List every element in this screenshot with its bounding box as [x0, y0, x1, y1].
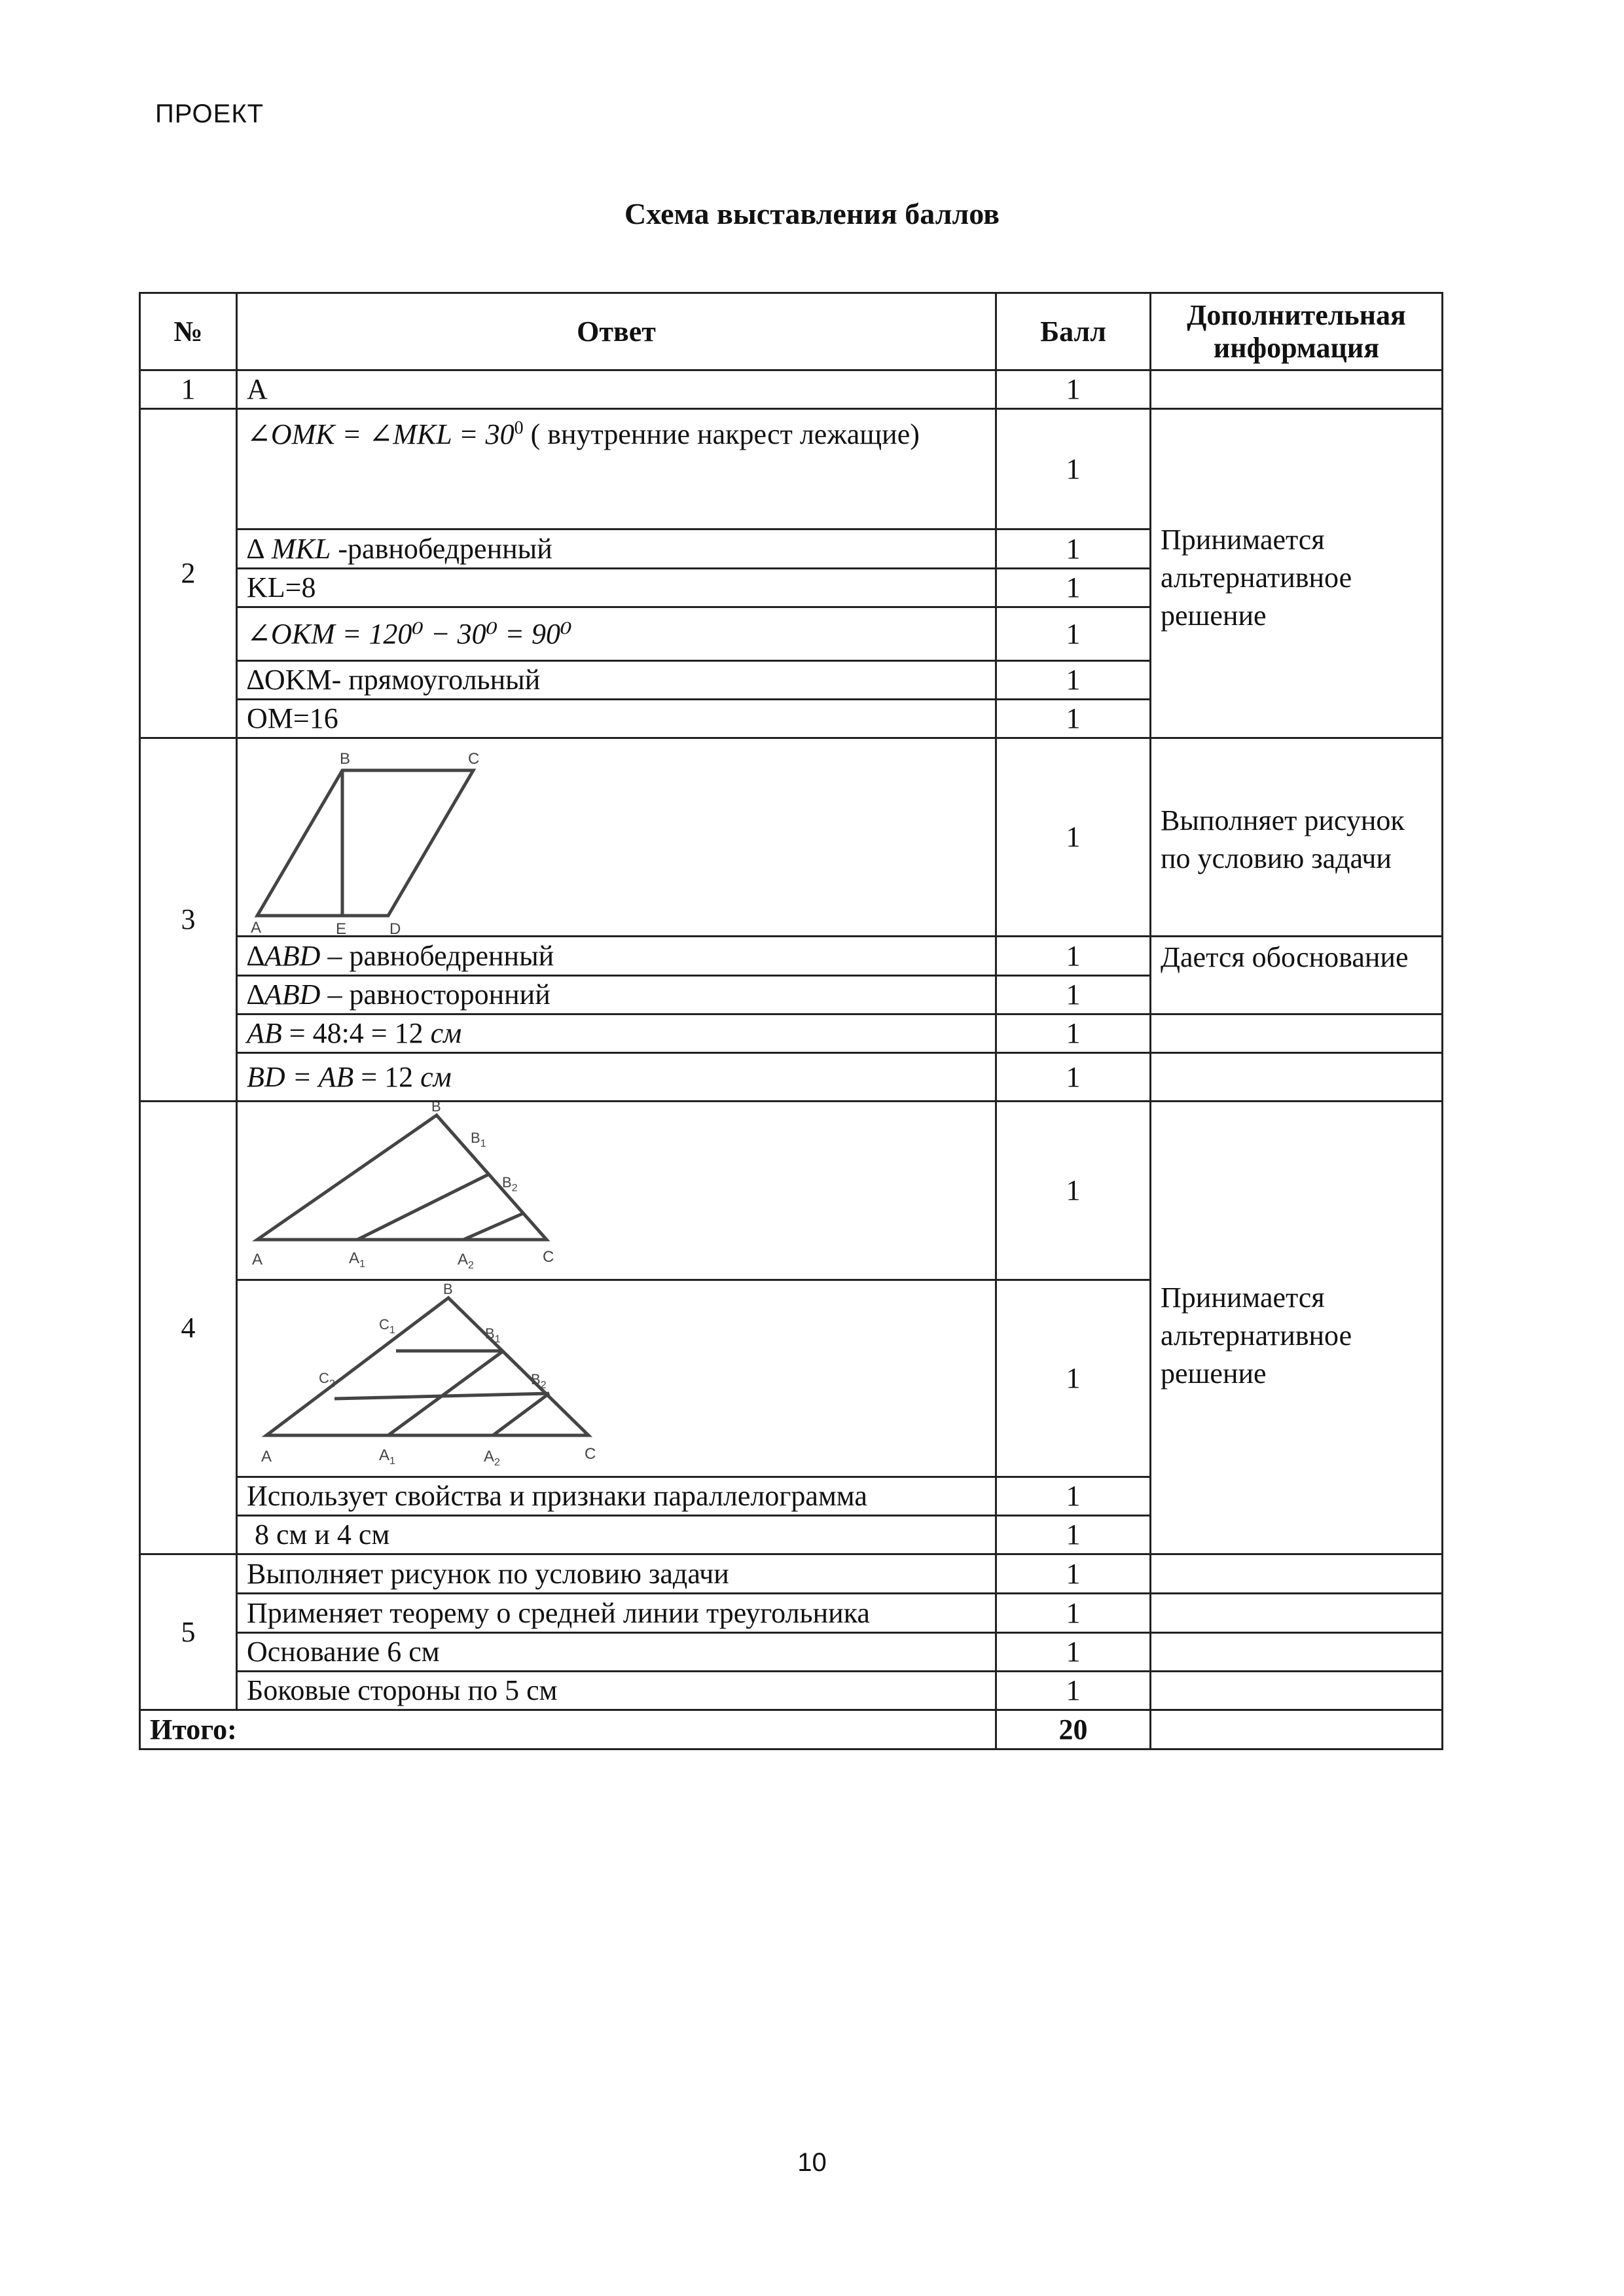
label-b: B — [443, 1281, 453, 1297]
table-row — [140, 1554, 1443, 1594]
points-cell: 1 — [996, 1594, 1151, 1633]
label-b: B — [340, 750, 351, 768]
answer-cell: OM=16 — [237, 700, 996, 738]
figure-cell — [237, 738, 996, 937]
points-cell: 1 — [996, 700, 1151, 738]
triangle-figure-1 — [238, 1102, 997, 1279]
points-cell: 1 — [996, 1014, 1151, 1053]
points-cell: 1 — [996, 1053, 1151, 1102]
points-cell: 1 — [996, 569, 1151, 607]
total-label: Итого: — [140, 1710, 996, 1749]
task-number: 2 — [140, 409, 237, 738]
column-header-points: Балл — [996, 293, 1151, 370]
table-header-row — [140, 293, 1443, 370]
label-a2: $A_2$ — [484, 1448, 500, 1468]
column-header-info: Дополнительная информация — [1151, 293, 1443, 370]
table-row — [140, 1633, 1443, 1672]
info-cell — [1151, 1014, 1443, 1053]
task-number: 4 — [140, 1102, 237, 1554]
info-cell — [1151, 1053, 1443, 1102]
label-b: B — [431, 1102, 441, 1115]
column-header-answer: Ответ — [237, 293, 996, 370]
info-cell — [1151, 1672, 1443, 1710]
info-cell — [1151, 370, 1443, 409]
answer-cell: ∠OKM = 120⁰ − 30⁰ = 90⁰ — [237, 607, 996, 661]
answer-cell: Выполняет рисунок по условию задачи — [237, 1554, 996, 1594]
table-row — [140, 937, 1443, 976]
figure-cell — [237, 1102, 996, 1280]
triangle-name: ∆ MKL — [247, 532, 331, 565]
points-cell: 1 — [996, 1672, 1151, 1710]
points-cell: 1 — [996, 409, 1151, 529]
segment-a2b2 — [493, 1393, 549, 1435]
document-title: Схема выставления баллов — [624, 197, 1000, 230]
points-cell: 1 — [996, 370, 1151, 409]
points-cell: 1 — [996, 976, 1151, 1014]
label-a: A — [252, 1251, 263, 1268]
table-row — [140, 1672, 1443, 1710]
answer-text: – равнобедренный — [320, 939, 554, 972]
segment-a1b1 — [388, 1351, 503, 1435]
table-row — [140, 409, 1443, 529]
label-a1: $A_1$ — [379, 1446, 395, 1467]
points-cell: 1 — [996, 1477, 1151, 1516]
answer-text: – равносторонний — [320, 978, 550, 1011]
label-a: A — [261, 1448, 272, 1465]
answer-text: = 48:4 = 12 — [281, 1017, 431, 1049]
answer-cell — [237, 1014, 996, 1053]
triangle-name: ∆ABD — [247, 939, 321, 972]
table-row — [140, 1102, 1443, 1280]
points-cell: 1 — [996, 1554, 1151, 1594]
points-cell: 1 — [996, 738, 1151, 937]
label-c2: $C_2$ — [319, 1370, 335, 1390]
info-cell: Принимается альтернативное решение — [1151, 1102, 1443, 1554]
segment-a2b2 — [463, 1213, 523, 1240]
info-cell — [1151, 1633, 1443, 1672]
label-c: C — [585, 1445, 596, 1463]
info-cell — [1151, 1710, 1443, 1749]
triangle-figure-2 — [238, 1281, 997, 1476]
points-cell: 1 — [996, 661, 1151, 700]
total-row — [140, 1710, 1443, 1749]
page-number: 10 — [797, 2148, 827, 2177]
points-cell: 1 — [996, 1102, 1151, 1280]
segment-name: BD = AB — [247, 1060, 354, 1093]
info-cell: Принимается альтернативное решение — [1151, 409, 1443, 738]
points-cell: 1 — [996, 1633, 1151, 1672]
answer-cell — [237, 1053, 996, 1102]
scoring-table — [139, 292, 1443, 1750]
label-c: C — [468, 750, 480, 768]
label-b1: $B_1$ — [471, 1130, 486, 1149]
table-row — [140, 1053, 1443, 1102]
segment-name: AB — [247, 1017, 282, 1049]
answer-text: ( внутренние накрест лежащие) — [523, 418, 920, 450]
answer-cell: ∆OKM- прямоугольный — [237, 661, 996, 700]
answer-cell: Использует свойства и признаки параллелограмма — [237, 1477, 996, 1516]
segment-a1b1 — [357, 1174, 489, 1240]
label-a: A — [251, 919, 262, 935]
label-b2: $B_2$ — [502, 1174, 518, 1194]
answer-cell — [237, 937, 996, 976]
label-e: E — [336, 920, 347, 935]
label-a2: $A_2$ — [458, 1251, 474, 1271]
answer-cell — [237, 529, 996, 569]
points-cell: 1 — [996, 607, 1151, 661]
answer-cell: Боковые стороны по 5 см — [237, 1672, 996, 1710]
answer-cell: 8 см и 4 см — [237, 1516, 996, 1554]
degree-mark: 0 — [514, 418, 524, 439]
header-label: ПРОЕКТ — [155, 99, 264, 128]
answer-cell: Основание 6 см — [237, 1633, 996, 1672]
task-number: 3 — [140, 738, 237, 1102]
triangle-name: ∆ABD — [247, 978, 321, 1011]
label-c: C — [543, 1248, 554, 1266]
parallelogram-figure — [238, 739, 997, 935]
column-header-number: № — [140, 293, 237, 370]
figure-cell — [237, 1280, 996, 1477]
task-number: 1 — [140, 370, 237, 409]
answer-cell: А — [237, 370, 996, 409]
label-b2: $B_2$ — [531, 1371, 547, 1391]
table-row — [140, 1014, 1443, 1053]
unit-text: см — [430, 1017, 462, 1049]
triangle-abc — [266, 1298, 588, 1435]
task-number: 5 — [140, 1554, 237, 1710]
answer-cell — [237, 976, 996, 1014]
answer-text: -равнобедренный — [331, 532, 552, 565]
label-b1: $B_1$ — [485, 1325, 501, 1345]
label-d: D — [389, 920, 401, 935]
answer-cell: KL=8 — [237, 569, 996, 607]
answer-text: = 12 — [353, 1060, 421, 1093]
info-cell: Дается обоснование — [1151, 937, 1443, 1014]
info-cell — [1151, 1594, 1443, 1633]
points-cell: 1 — [996, 1280, 1151, 1477]
points-cell: 1 — [996, 937, 1151, 976]
table-row — [140, 370, 1443, 409]
info-cell — [1151, 1554, 1443, 1594]
answer-cell: Применяет теорему о средней линии треугольника — [237, 1594, 996, 1633]
points-cell: 1 — [996, 1516, 1151, 1554]
table-row — [140, 738, 1443, 937]
points-cell: 1 — [996, 529, 1151, 569]
unit-text: см — [420, 1060, 452, 1093]
answer-cell — [237, 409, 996, 529]
angle-equation: ∠OMK = ∠MKL = 30 — [247, 418, 514, 450]
label-c1: $C_1$ — [379, 1316, 395, 1336]
label-a1: $A_1$ — [349, 1249, 365, 1270]
total-points: 20 — [996, 1710, 1151, 1749]
parallelogram-abcd — [257, 770, 473, 916]
info-cell: Выполняет рисунок по условию задачи — [1151, 738, 1443, 937]
table-row — [140, 1594, 1443, 1633]
